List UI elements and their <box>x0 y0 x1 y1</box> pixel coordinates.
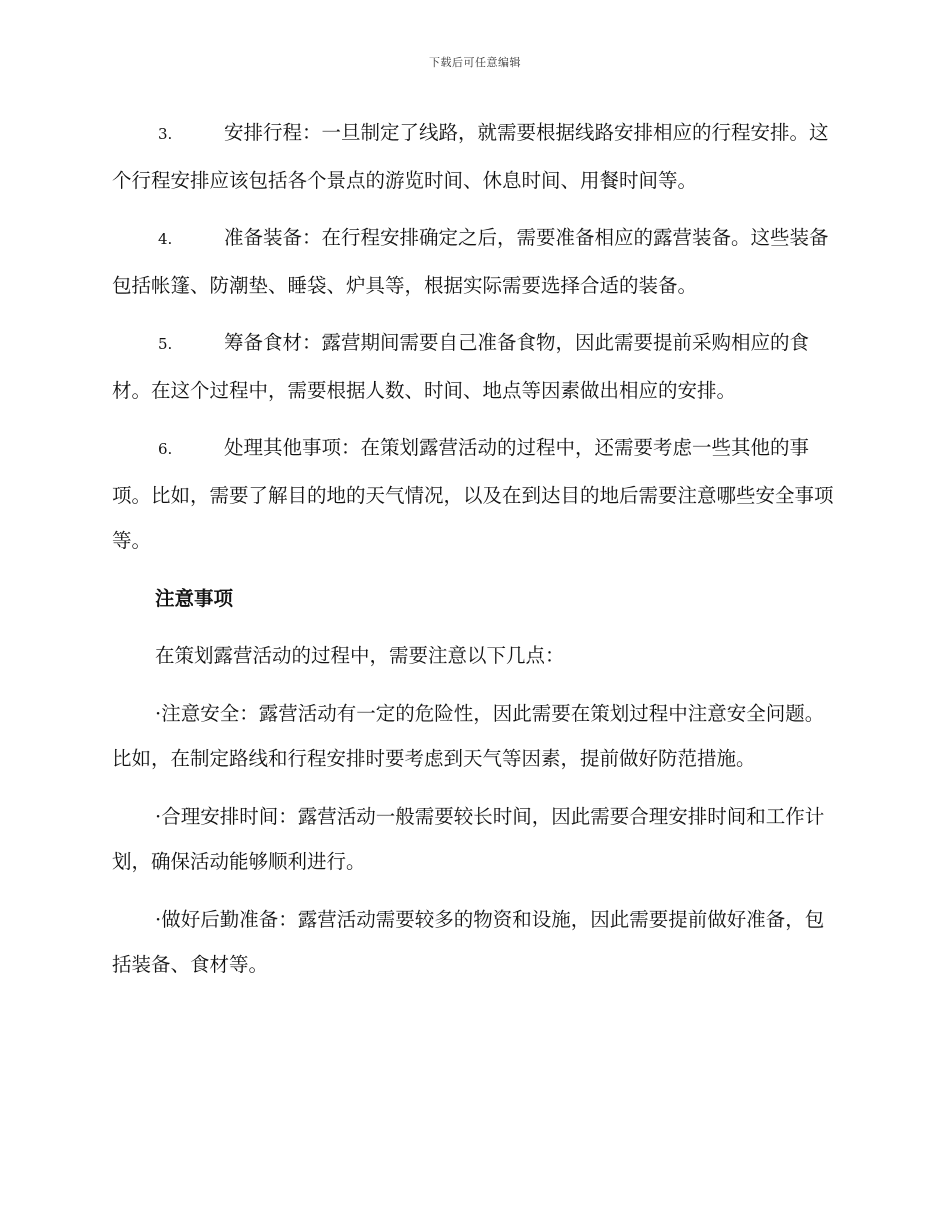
item-text: 筹备食材：露营期间需要自己准备食物，因此需要提前采购相应的食材。在这个过程中，需要根据人数、时间、地点等因素做出相应的安排。 <box>112 331 810 402</box>
bullet-item-logistics <box>112 897 834 988</box>
section-intro: 在策划露营活动的过程中，需要注意以下几点： <box>155 644 565 667</box>
bullet-mark: · <box>155 804 162 828</box>
bullet-text: 做好后勤准备：露营活动需要较多的物资和设施，因此需要提前做好准备，包括装备、食材等。 <box>112 907 825 976</box>
bullet-mark: · <box>155 701 162 725</box>
item-number: 3. <box>158 125 173 143</box>
numbered-item-5 <box>112 320 834 413</box>
numbered-item-3 <box>112 110 834 203</box>
item-text: 准备装备：在行程安排确定之后，需要准备相应的露营装备。这些装备包括帐篷、防潮垫、睡袋、炉具等，根据实际需要选择合适的装备。 <box>112 226 829 297</box>
bullet-mark: · <box>155 907 162 931</box>
item-number: 6. <box>158 440 173 458</box>
document-body <box>112 110 834 1000</box>
item-number: 4. <box>158 230 173 248</box>
bullet-item-safety <box>112 691 834 782</box>
numbered-item-4 <box>112 215 834 308</box>
page-header: 下载后可任意编辑 <box>429 56 521 69</box>
numbered-item-6 <box>112 425 834 564</box>
bullet-item-time <box>112 794 834 885</box>
bullet-text: 注意安全：露营活动有一定的危险性，因此需要在策划过程中注意安全问题。比如，在制定路线和行程安排时要考虑到天气等因素，提前做好防范措施。 <box>112 701 825 770</box>
item-number: 5. <box>158 335 173 353</box>
item-text: 安排行程：一旦制定了线路，就需要根据线路安排相应的行程安排。这个行程安排应该包括各个景点的游览时间、休息时间、用餐时间等。 <box>112 121 829 192</box>
item-text: 处理其他事项：在策划露营活动的过程中，还需要考虑一些其他的事项。比如，需要了解目的地的天气情况，以及在到达目的地后需要注意哪些安全事项等。 <box>112 436 834 552</box>
bullet-text: 合理安排时间：露营活动一般需要较长时间，因此需要合理安排时间和工作计划，确保活动能够顺利进行。 <box>112 804 825 873</box>
section-heading: 注意事项 <box>155 586 234 610</box>
